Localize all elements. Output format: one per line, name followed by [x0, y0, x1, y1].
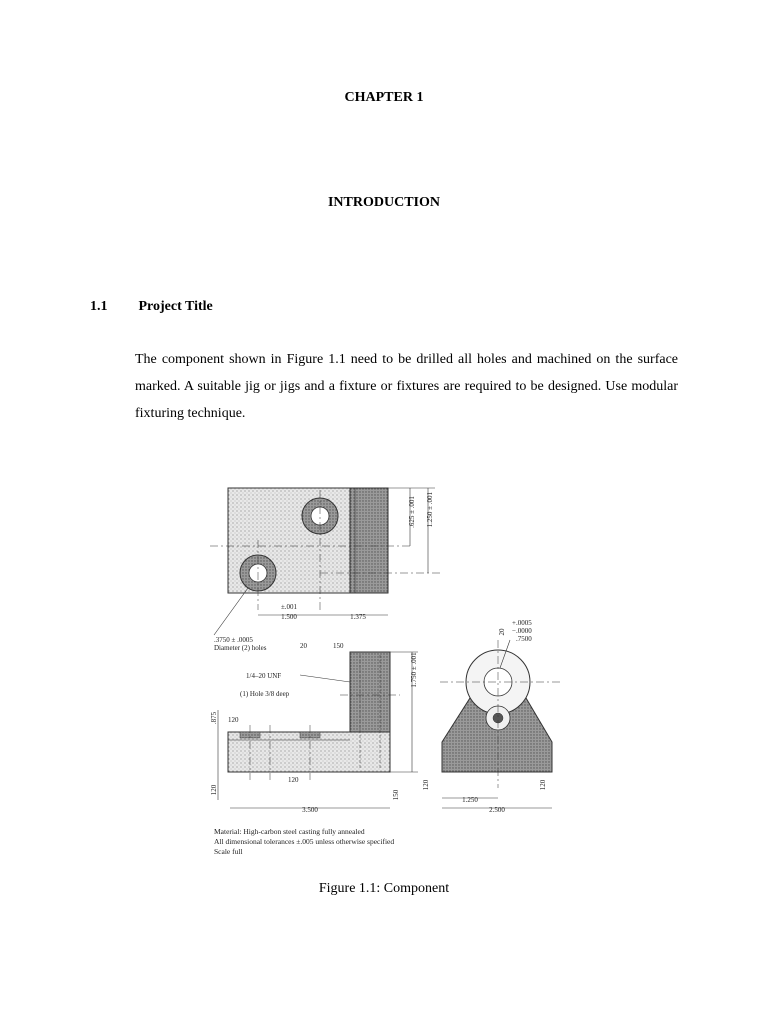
tol-001: ±.001: [280, 603, 298, 611]
section-title: Project Title: [138, 299, 213, 314]
top-view: [210, 488, 440, 621]
chapter-number: CHAPTER 1: [344, 90, 424, 105]
body-paragraph: The component shown in Figure 1.1 need to be drilled all holes and machined on the surface marked. A suitable jig or jigs and a fixture or fixtures are required to be designed. Use modular fixturing technique.: [135, 352, 678, 421]
dim-875: .875: [210, 711, 218, 725]
dim-1375: 1.375: [350, 613, 366, 621]
ra-150-top: 150: [333, 642, 344, 650]
front-view: [210, 652, 418, 814]
bore-dim: .7500: [516, 635, 532, 643]
chapter-title: INTRODUCTION: [327, 195, 440, 210]
dim-1750: 1.750 ± .001: [410, 652, 418, 688]
note-tolerances: All dimensional tolerances ±.005 unless otherwise specified: [214, 837, 395, 846]
ra-120-right: 120: [539, 779, 547, 791]
ra-20: 20: [300, 642, 307, 650]
dim-2500: 2.500: [489, 806, 505, 814]
holes-diameter: Diameter (2) holes: [214, 644, 267, 652]
note-scale: Scale full: [214, 847, 243, 856]
note-material: Material: High-carbon steel casting fully annealed: [214, 827, 365, 836]
ra-120-bottom: 120: [288, 776, 299, 784]
ra-120-far: 120: [422, 779, 430, 791]
ra-20-right: 20: [498, 628, 506, 636]
bore-minus: −.0000: [512, 627, 532, 635]
dim-1250: 1.250 ± .001: [426, 492, 434, 528]
dim-1250-bottom: 1.250: [462, 796, 478, 804]
section-heading: [90, 299, 213, 315]
figure-caption: Figure 1.1: Component: [318, 881, 450, 896]
section-number: 1.1: [90, 299, 108, 314]
tap-spec: 1/4–20 UNF: [246, 672, 282, 680]
holes-spec: .3750 ± .0005: [214, 636, 253, 644]
ra-150-right: 150: [392, 789, 400, 801]
component-drawing: [200, 470, 560, 870]
dim-3500: 3.500: [302, 806, 318, 814]
bore-plus: +.0005: [512, 619, 532, 627]
side-view: [422, 619, 560, 814]
dim-625: .625 ± .001: [408, 496, 416, 528]
dim-1500: 1.500: [281, 613, 297, 621]
ra-120-left: 120: [228, 716, 239, 724]
tap-depth: (1) Hole 3/8 deep: [240, 690, 290, 698]
ra-120-side: 120: [210, 784, 218, 796]
